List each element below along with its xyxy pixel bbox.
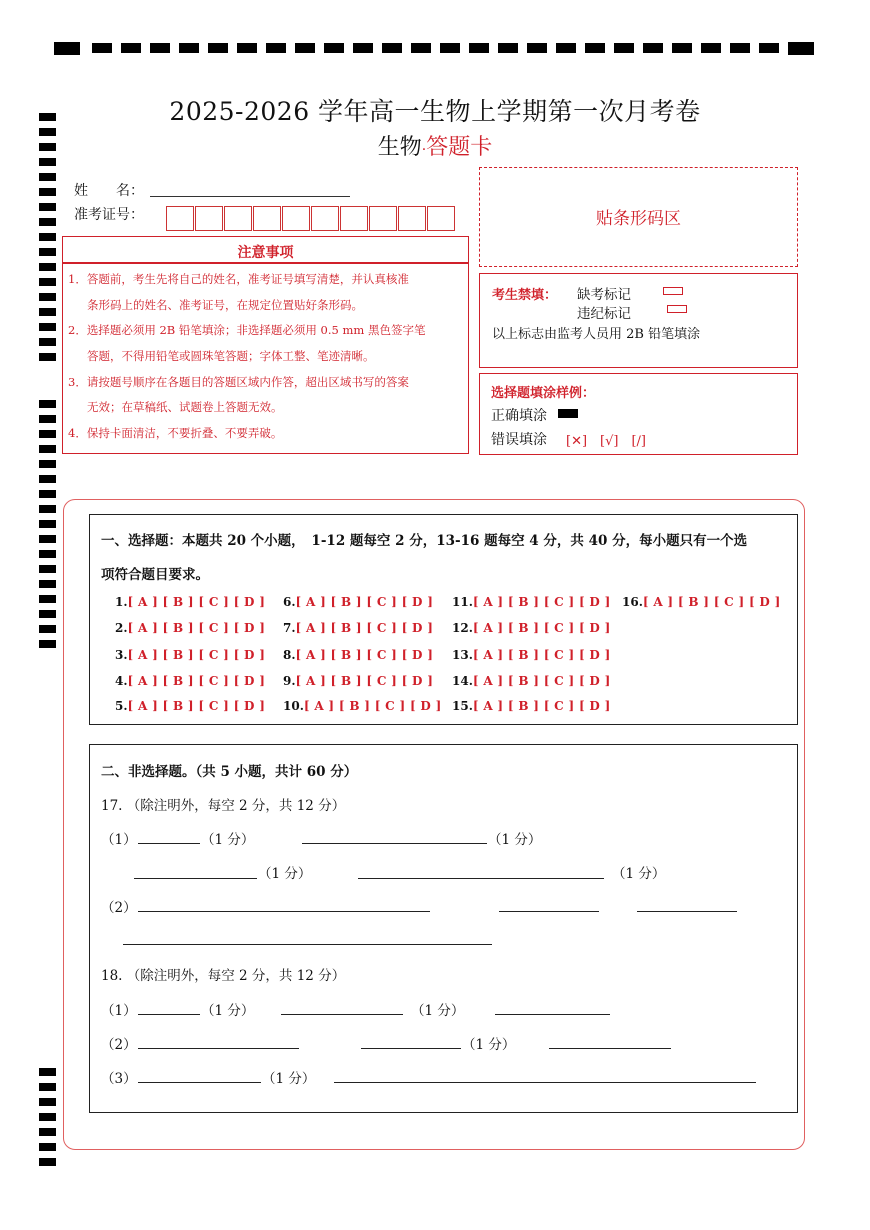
q18-part2-label: （2）: [101, 1037, 137, 1053]
q17-2-blank-3[interactable]: [637, 911, 737, 912]
subtitle-dot: ·: [421, 142, 427, 158]
choice-question-5[interactable]: 5.[ A ] [ B ] [ C ] [ D ]: [115, 699, 266, 713]
q18-3-score-1: （1 分）: [262, 1071, 316, 1087]
q18-3-blank-2[interactable]: [334, 1082, 756, 1083]
violation-mark-box[interactable]: [667, 305, 687, 313]
choice-question-7[interactable]: 7.[ A ] [ B ] [ C ] [ D ]: [283, 621, 434, 635]
q18-1-blank-2[interactable]: [281, 1014, 403, 1015]
q17-1-blank-4[interactable]: [358, 878, 604, 879]
notice-header-text: 注意事项: [237, 245, 294, 261]
sample-label: 选择题填涂样例：: [491, 386, 596, 401]
q18-part3-label: （3）: [101, 1071, 137, 1087]
q18-2-blank-3[interactable]: [549, 1048, 671, 1049]
q17-1-score-3: （1 分）: [258, 866, 312, 882]
q18-1-score-1: （1 分）: [201, 1003, 255, 1019]
name-label: 姓 名：: [74, 183, 144, 199]
q18-3-blank-1[interactable]: [138, 1082, 261, 1083]
q18-2-blank-2[interactable]: [361, 1048, 461, 1049]
choice-question-13[interactable]: 13.[ A ] [ B ] [ C ] [ D ]: [452, 648, 611, 662]
choice-question-12[interactable]: 12.[ A ] [ B ] [ C ] [ D ]: [452, 621, 611, 635]
q18-part1-label: （1）: [101, 1003, 137, 1019]
notice-item-2b: 答题，不得用铅笔或圆珠笔答题；字体工整、笔迹清晰。: [87, 349, 375, 363]
prohibit-box: [479, 273, 798, 368]
choice-question-1[interactable]: 1.[ A ] [ B ] [ C ] [ D ]: [115, 595, 266, 609]
choice-question-14[interactable]: 14.[ A ] [ B ] [ C ] [ D ]: [452, 674, 611, 688]
choice-section-title-2: 项符合题目要求。: [101, 567, 209, 583]
card-subtitle: [0, 130, 870, 161]
non-choice-section-title: 二、非选择题。（共 5 小题，共计 60 分）: [101, 764, 358, 780]
q17-1-blank-3[interactable]: [134, 878, 257, 879]
q17-1-score-1: （1 分）: [201, 832, 255, 848]
q17-2-blank-4[interactable]: [123, 944, 492, 945]
choice-question-3[interactable]: 3.[ A ] [ B ] [ C ] [ D ]: [115, 648, 266, 662]
absent-mark-box[interactable]: [663, 287, 683, 295]
q18-2-blank-1[interactable]: [138, 1048, 299, 1049]
q18-header: 18. （除注明外，每空 2 分，共 12 分）: [101, 968, 346, 984]
notice-item-2a: 2．选择题必须用 2B 铅笔填涂；非选择题必须用 0.5 mm 黑色签字笔: [68, 323, 426, 337]
choice-question-8[interactable]: 8.[ A ] [ B ] [ C ] [ D ]: [283, 648, 434, 662]
q17-2-blank-1[interactable]: [138, 911, 430, 912]
choice-question-2[interactable]: 2.[ A ] [ B ] [ C ] [ D ]: [115, 621, 266, 635]
choice-question-4[interactable]: 4.[ A ] [ B ] [ C ] [ D ]: [115, 674, 266, 688]
q18-1-blank-1[interactable]: [138, 1014, 200, 1015]
subject-label: 生物: [377, 135, 422, 160]
correct-fill-label: 正确填涂: [491, 408, 547, 424]
q17-1-score-4: （1 分）: [612, 866, 666, 882]
q18-1-score-2: （1 分）: [411, 1003, 465, 1019]
correct-fill-sample: [558, 409, 578, 418]
exam-id-label: 准考证号：: [74, 207, 144, 223]
q17-2-blank-2[interactable]: [499, 911, 599, 912]
notice-item-3b: 无效；在草稿纸、试题卷上答题无效。: [87, 400, 283, 414]
notice-item-3a: 3．请按题号顺序在各题目的答题区域内作答，超出区域书写的答案: [68, 375, 409, 389]
notice-item-1b: 条形码上的姓名、准考证号，在规定位置贴好条形码。: [87, 298, 363, 312]
wrong-fill-label: 错误填涂: [491, 432, 547, 448]
barcode-label: 贴条形码区: [596, 209, 681, 229]
choice-question-6[interactable]: 6.[ A ] [ B ] [ C ] [ D ]: [283, 595, 434, 609]
choice-question-15[interactable]: 15.[ A ] [ B ] [ C ] [ D ]: [452, 699, 611, 713]
prohibit-note: 以上标志由监考人员用 2B 铅笔填涂: [492, 327, 701, 342]
choice-question-16[interactable]: 16.[ A ] [ B ] [ C ] [ D ]: [622, 595, 781, 609]
q17-1-score-2: （1 分）: [488, 832, 542, 848]
q17-1-blank-2[interactable]: [302, 843, 487, 844]
answer-card-label: 答题卡: [426, 135, 493, 160]
wrong-fill-samples: [✕] [√] [/]: [566, 434, 646, 449]
notice-header: [62, 236, 469, 264]
name-field[interactable]: [150, 196, 350, 197]
q18-1-blank-3[interactable]: [495, 1014, 610, 1015]
notice-item-4: 4．保持卡面清洁，不要折叠、不要弄破。: [68, 426, 283, 440]
choice-question-11[interactable]: 11.[ A ] [ B ] [ C ] [ D ]: [452, 595, 611, 609]
q17-part2-label: （2）: [101, 900, 137, 916]
absent-label: 缺考标记: [577, 287, 631, 303]
q17-1-blank-1[interactable]: [138, 843, 200, 844]
q18-2-score-1: （1 分）: [462, 1037, 516, 1053]
choice-question-10[interactable]: 10.[ A ] [ B ] [ C ] [ D ]: [283, 699, 442, 713]
fill-sample-box: [479, 373, 798, 455]
q17-header: 17. （除注明外，每空 2 分，共 12 分）: [101, 798, 346, 814]
choice-question-9[interactable]: 9.[ A ] [ B ] [ C ] [ D ]: [283, 674, 434, 688]
choice-section-title-1: 一、选择题：本题共 20 个小题， 1-12 题每空 2 分，13-16 题每空 4 分，共 40 分，每小题只有一个选: [101, 533, 748, 549]
exam-title: 2025-2026 学年高一生物上学期第一次月考卷: [169, 97, 701, 126]
prohibit-label: 考生禁填：: [492, 288, 558, 303]
q17-part1-label: （1）: [101, 832, 137, 848]
notice-box: [62, 262, 469, 454]
notice-item-1a: 1．答题前，考生先将自己的姓名，准考证号填写清楚，并认真核准: [68, 272, 409, 286]
barcode-area: [479, 167, 798, 267]
violation-label: 违纪标记: [577, 306, 631, 322]
